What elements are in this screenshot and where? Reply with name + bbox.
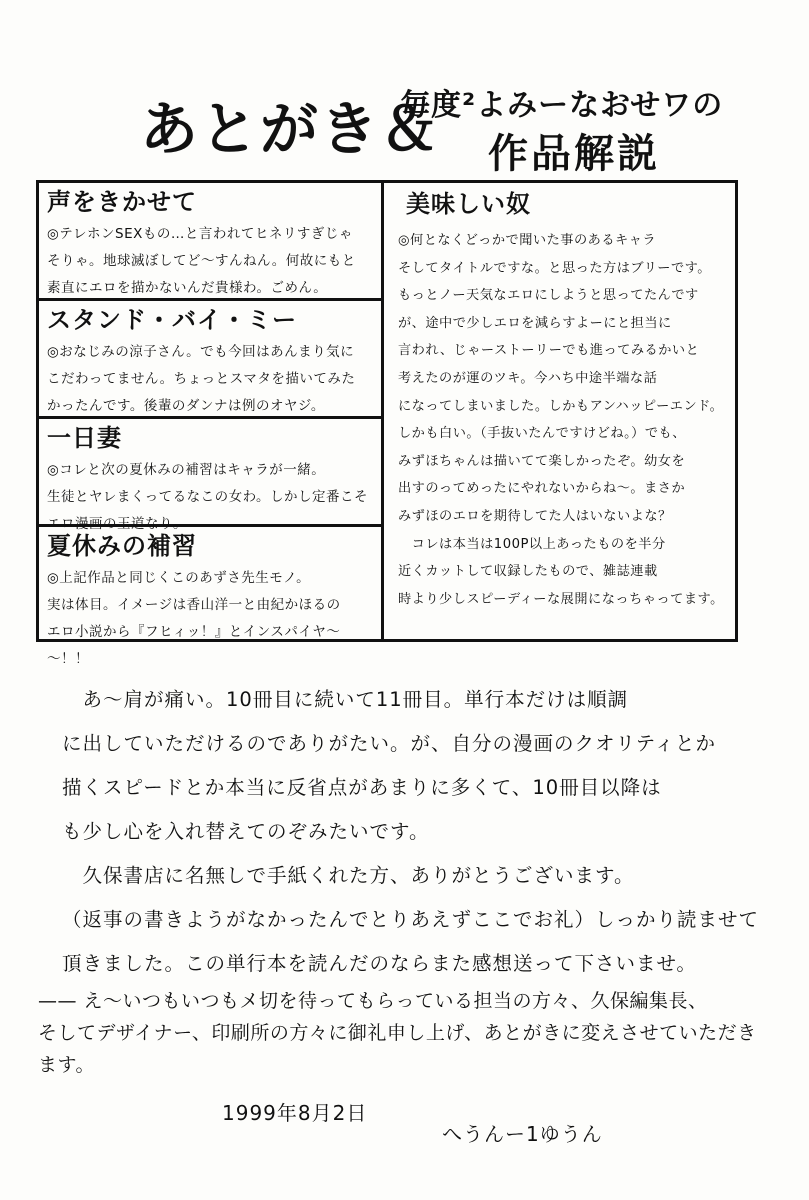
section-title: スタンド・バイ・ミー xyxy=(47,306,297,334)
section-stand-by-me xyxy=(39,301,381,419)
section-natsuyasumi-no-hoshuu xyxy=(39,527,381,667)
right-column xyxy=(384,183,735,639)
subtitle-line-2: 作品解説 xyxy=(488,131,660,177)
section-title: 夏休みの補習 xyxy=(47,532,197,560)
left-column xyxy=(39,183,384,667)
section-title: 美味しい奴 xyxy=(406,190,531,218)
section-title: 一日妻 xyxy=(47,424,122,452)
commentary-grid xyxy=(36,180,738,667)
section-title: 声をきかせて xyxy=(47,188,197,216)
section-text: ◎テレホンSEXもの…と言われてヒネリすぎじゃ そりゃ。地球滅ぼしてど～すんねん。何故にもと 素直にエロを描かないんだ貴様わ。ごめん。 xyxy=(47,226,356,296)
author-signature: へうんー1ゆうん xyxy=(442,1122,603,1146)
date: 1999年8月2日 xyxy=(222,1101,368,1125)
page-title: あとがき＆ xyxy=(140,95,441,163)
acknowledgements: —— え～いつもいつもメ切を待ってもらっている担当の方々、久保編集長、 そしてデザイナー、印刷所の方々に御礼申し上げ、あとがきに変えさせていただき ます。 xyxy=(38,990,757,1076)
section-text: ◎おなじみの涼子さん。でも今回はあんまり気に こだわってません。ちょっとスマタを描いてみた かったんです。後輩のダンナは例のオヤジ。 xyxy=(47,344,356,414)
section-koe-wo-kikasete xyxy=(39,183,381,301)
section-ichinichi-zuma xyxy=(39,419,381,532)
section-text: ◎上記作品と同じくこのあずさ先生モノ。 実は体目。イメージは香山洋一と由紀かほるの エロ小説から『フヒィッ！』とインスパイヤ～～！！ xyxy=(47,570,341,667)
subtitle-line-1: 毎度²よみーなおせワの xyxy=(400,88,724,123)
section-text: ◎何となくどっかで聞いた事のあるキャラ そしてタイトルですな。と思った方はブリーです。 もっとノー天気なエロにしようと思ってたんです が、途中で少しエロを減らすよーにと担当に 言われ、じゃーストーリーでも進ってみるかいと 考えたのが運のツキ。今ハち中途半端な話 になってしまいました。しかもアンハッピーエンド。 しかも白い。（手抜いたんですけどね。）でも、 みずほちゃんは描いてて楽しかったぞ。幼女を 出すのってめったにやれないからね～。まさか みずほのエロを期待してた人はいないよな？ コレは本当は100P以上あったものを半分 近くカットして収録したもので、雑誌連載 時より少しスピーディーな展開になっちゃってます。 xyxy=(398,233,724,607)
afterword-body: あ～肩が痛い。10冊目に続いて11冊目。単行本だけは順調 に出していただけるのでありがたい。が、自分の漫画のクオリティとか 描くスピードとか本当に反省点があまりに多くて、10冊目以降は も少し心を入れ替えてのぞみたいです。 久保書店に名無しで手紙くれた方、ありがとうございます。 （返事の書きようがなかったんでとりあえずここでお礼）しっかり読ませて 頂きました。この単行本を読んだのならまた感想送って下さいませ。 xyxy=(62,688,760,975)
section-text: ◎コレと次の夏休みの補習はキャラが一緒。 生徒とヤレまくってるなこの女わ。しかし定番こそ エロ漫画の王道なり。 xyxy=(47,462,369,532)
